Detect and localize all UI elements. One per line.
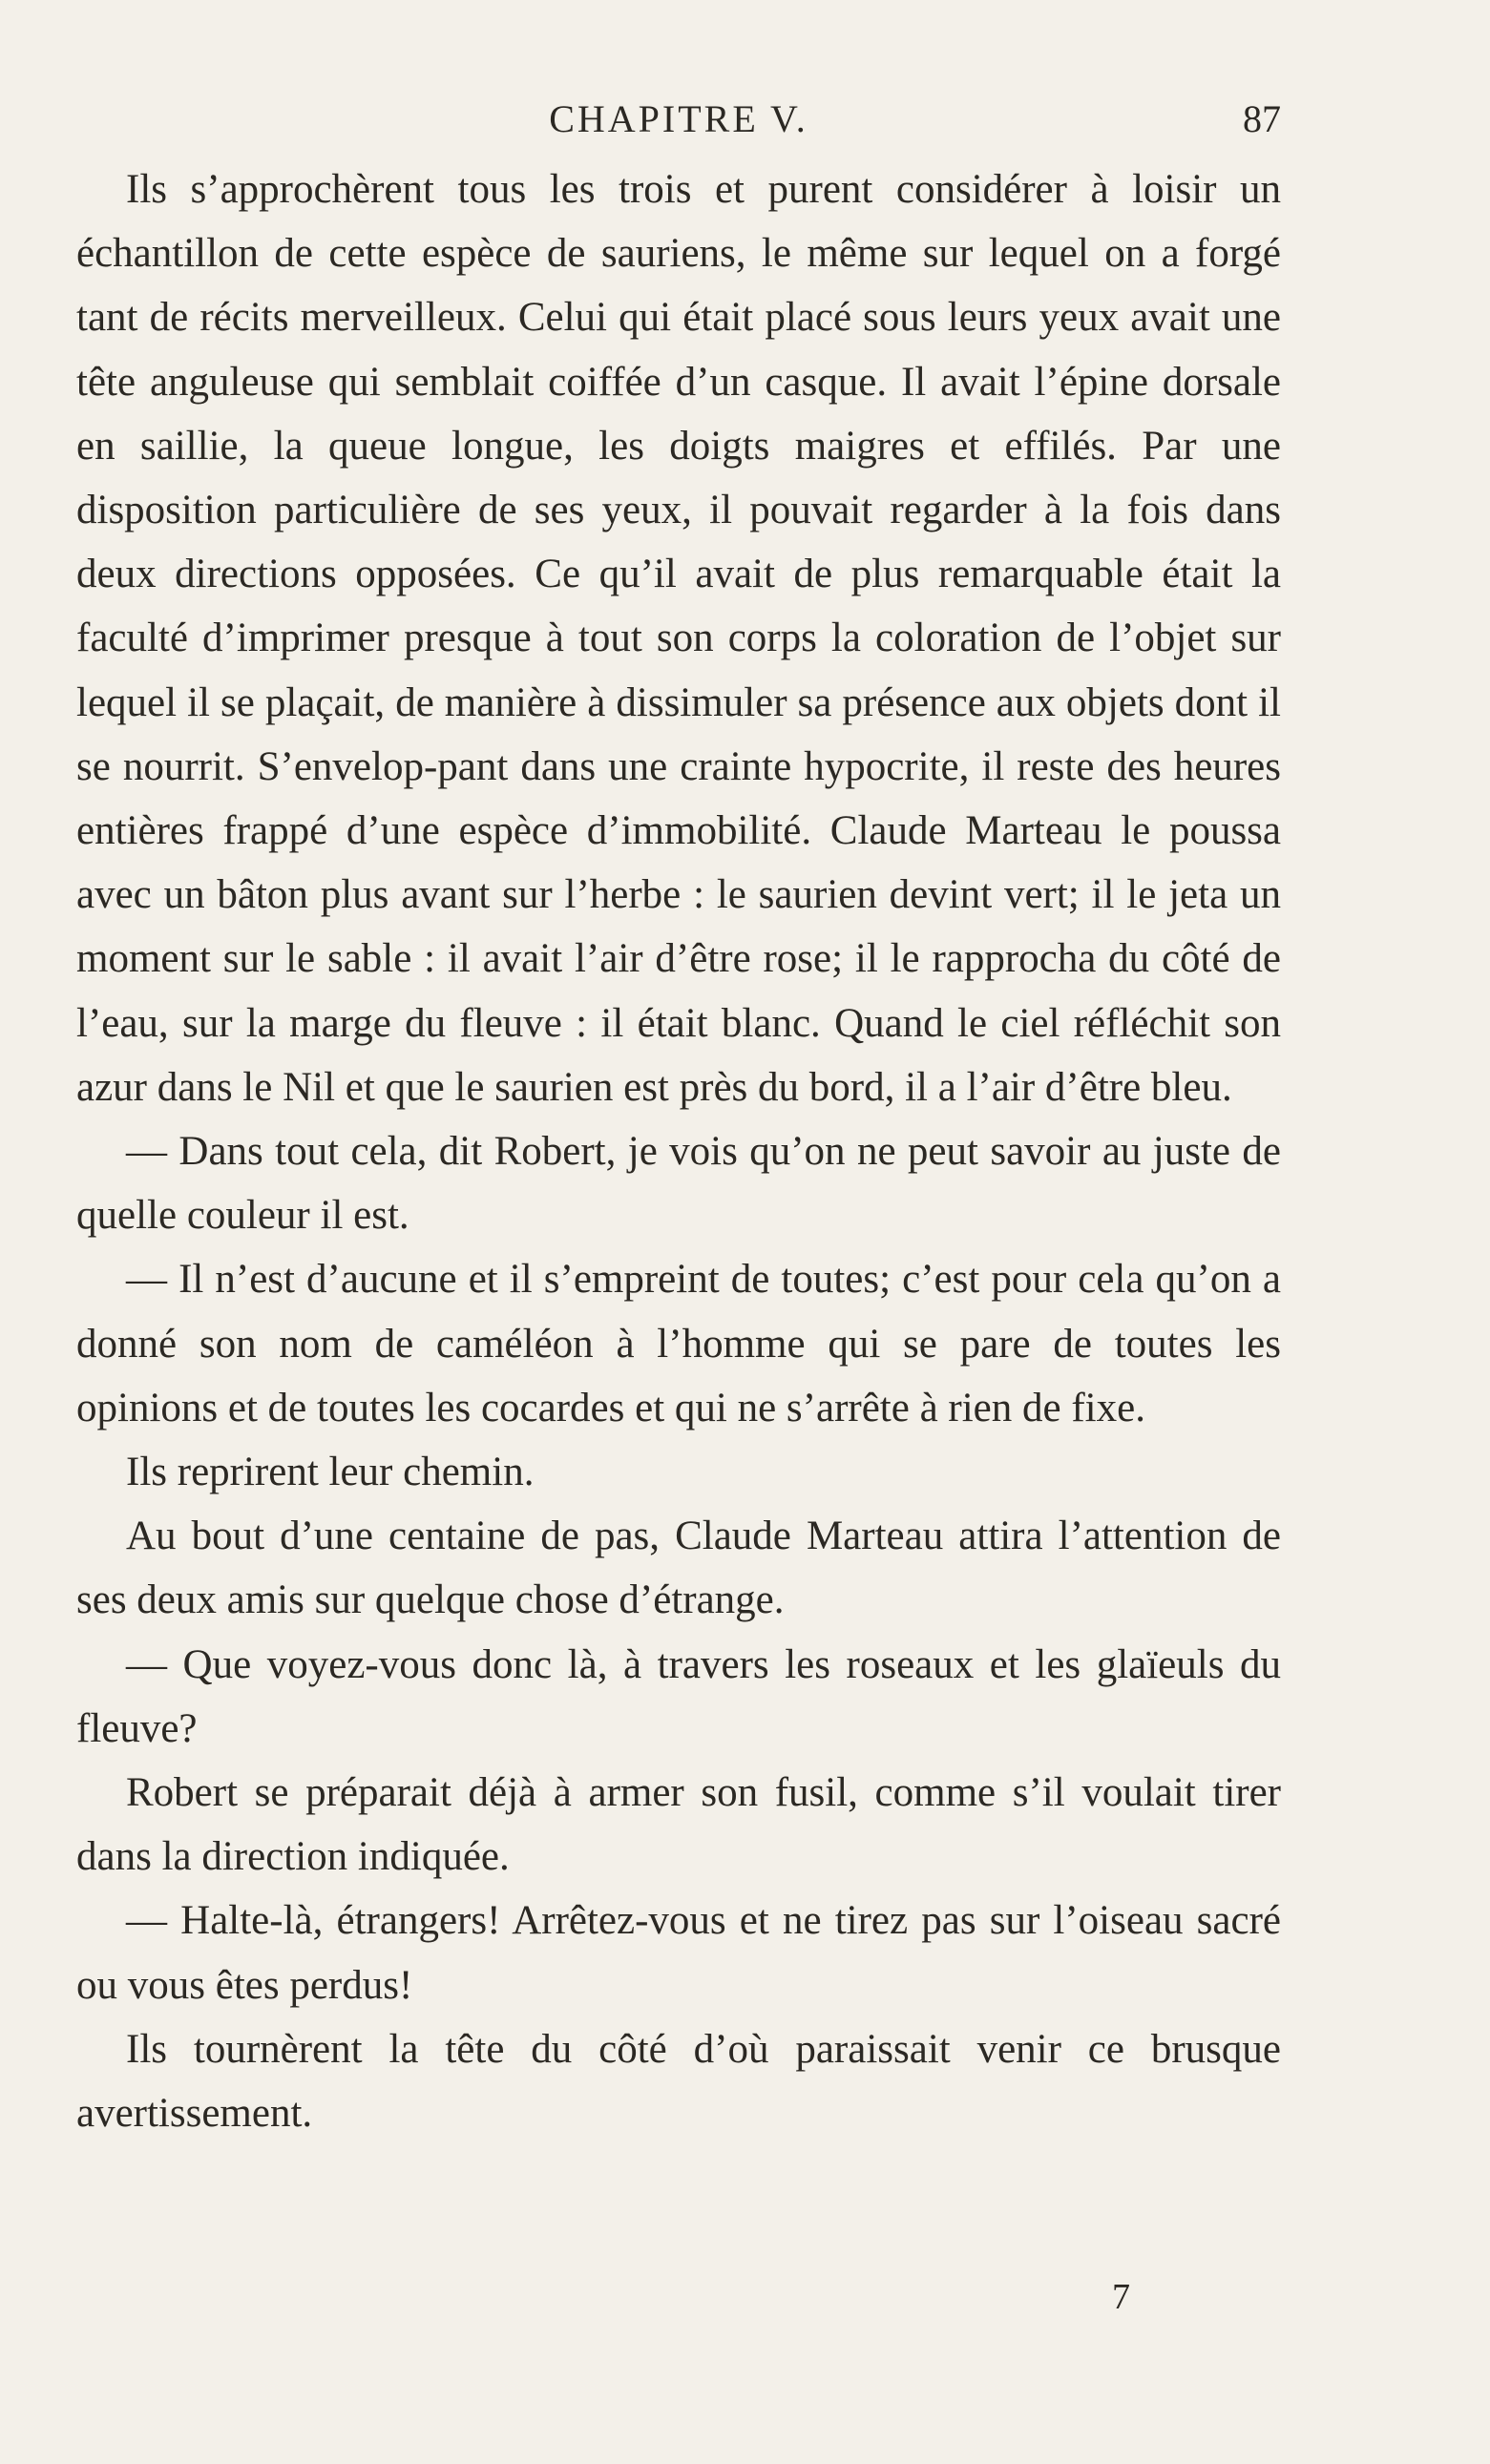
paragraph-robert-rifle: Robert se préparait déjà à armer son fusil, comme s’il voulait tirer dans la direction indiquée.	[76, 1770, 1281, 1880]
paragraph-resume-journey: Ils reprirent leur chemin.	[126, 1450, 535, 1495]
chapter-title: CHAPITRE V.	[549, 97, 808, 140]
page-number: 87	[1243, 97, 1281, 140]
paragraph-warning: — Halte-là, étrangers! Arrêtez-vous et ne tirez pas sur l’oiseau sacré ou vous êtes perdus!	[76, 1898, 1281, 2008]
paragraph-something-strange: Au bout d’une centaine de pas, Claude Marteau attira l’attention de ses deux amis sur quelque chose d’étrange.	[76, 1514, 1281, 1623]
body-text	[76, 157, 1281, 2145]
paragraph-chameleon-description: Ils s’approchèrent tous les trois et purent considérer à loisir un échantillon de cette espèce de sauriens, le même sur lequel on a forgé tant de récits merveilleux. Celui qui était placé sous leurs yeux avait une tête anguleuse qui semblait coiffée d’un casque. Il avait l’épine dorsale en saillie, la queue longue, les doigts maigres et effilés. Par une disposition particulière de ses yeux, il pouvait regarder à la fois dans deux directions opposées. Ce qu’il avait de plus remarquable était la faculté d’imprimer presque à tout son corps la coloration de l’objet sur lequel il se plaçait, de manière à dissimuler sa présence aux objets dont il se nourrit. S’envelop-pant dans une crainte hypocrite, il reste des heures entières frappé d’une espèce d’immobilité. Claude Marteau le poussa avec un bâton plus avant sur l’herbe : le saurien devint vert; il le jeta un moment sur le sable : il avait l’air d’être rose; il le rapprocha du côté de l’eau, sur la marge du fleuve : il était blanc. Quand le ciel réfléchit son azur dans le Nil et que le saurien est près du bord, il a l’air d’être bleu.	[76, 167, 1281, 1110]
paragraph-turn-heads: Ils tournèrent la tête du côté d’où paraissait venir ce brusque avertissement.	[76, 2026, 1281, 2137]
running-head	[76, 91, 1281, 148]
paragraph-robert-remark: — Dans tout cela, dit Robert, je vois qu’on ne peut savoir au juste de quelle couleur il est.	[76, 1129, 1281, 1239]
signature-mark: 7	[1112, 2277, 1130, 2317]
paragraph-chameleon-meaning: — Il n’est d’aucune et il s’empreint de toutes; c’est pour cela qu’on a donné son nom de caméléon à l’homme qui se pare de toutes les opinions et de toutes les cocardes et qui ne s’arrête à rien de fixe.	[76, 1257, 1281, 1430]
paragraph-question: — Que voyez-vous donc là, à travers les roseaux et les glaïeuls du fleuve?	[76, 1641, 1281, 1751]
